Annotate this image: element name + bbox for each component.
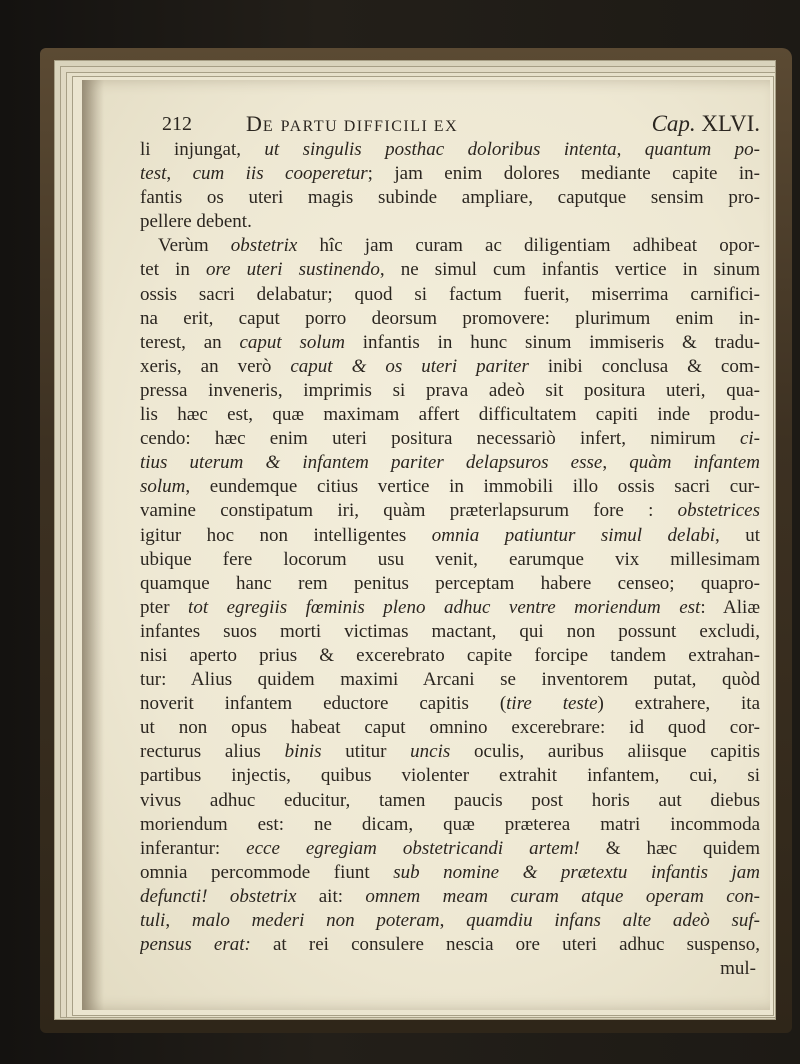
text-span: inferantur: [140,837,247,859]
text-line [140,957,760,981]
text-line [140,692,760,716]
text-line [140,331,760,355]
text-span: ut non opus habeat caput omnino excerebrare: id quod cor- [140,717,760,739]
text-line [140,475,760,499]
text-span: , ne simul cum infantis vertice in sinum [379,259,760,281]
text-line [140,813,760,837]
text-span: ait: [296,885,366,907]
text-line [140,162,760,186]
text-span: , eundemque citius vertice in immobili illo ossis sacri cur- [185,476,760,498]
italic-text: tuli [140,910,166,931]
italic-text: caput solum [239,331,345,353]
italic-text: caput & os uteri pariter [290,355,529,377]
text-line [140,716,760,740]
text-span: : Aliæ [700,596,760,618]
text-span: nisi aperto prius & excerebrato capite forcipe tandem extrahan- [140,644,760,666]
text-line [140,210,760,234]
text-line [140,764,760,788]
text-span: ossis sacri delabatur; quod si factum fuerit, miserrima carnifici- [140,283,760,305]
italic-text: test [140,163,167,185]
text-line [140,789,760,813]
text-span: li injungat, [140,139,265,160]
text-line [140,740,760,764]
text-span: Verùm [158,235,231,257]
text-line [140,861,760,885]
italic-text: quantum po- [644,139,760,160]
text-span: omnia percommode fiunt [140,861,394,883]
text-line [140,620,760,644]
italic-text: obstetrix [230,235,298,257]
text-span: infantes suos morti victimas mactant, qui non possunt excludi, [140,620,760,642]
page-text [140,110,760,981]
text-span: , [165,910,192,931]
text-line [140,307,760,331]
text-span: utitur [321,741,411,763]
text-line [140,909,760,933]
text-span: na erit, caput porro deorsum promovere: plurimum enim in- [140,307,760,329]
text-span: vivus adhuc educitur, tamen paucis post horis aut diebus [140,789,760,811]
text-line [140,933,760,957]
running-title: DE PARTU DIFFICILI EX [246,111,459,136]
italic-text: defuncti! obstetrix [140,885,297,907]
italic-text: ut singulis posthac doloribus intenta [264,139,617,160]
text-span: quamque hanc rem penitus perceptam habere censeo; quapro- [140,572,760,594]
text-span: partibus injectis, quibus violenter extrahit infantem, cui, si [140,765,760,787]
text-line [140,403,760,427]
text-line [140,234,760,258]
italic-text: uncis [410,741,451,763]
italic-text: malo mederi non poteram [191,910,440,931]
text-line [140,451,760,475]
text-line [140,596,760,620]
italic-text: ci- [739,428,760,450]
text-line [140,499,760,523]
text-span: & hæc quidem [579,837,760,859]
text-span: pellere debent. [140,211,252,233]
text-span: ubique fere locorum usu venit, earumque vix millesimam [140,548,760,570]
italic-text: solum [140,476,186,498]
text-span: , ut [715,524,760,546]
text-line [140,548,760,572]
text-line [140,668,760,692]
text-span: pressa inveneris, imprimis si prava adeò sit positura uteri, qua- [140,379,760,401]
text-span: , [439,910,467,931]
italic-text: sub nomine & prætextu infantis jam [393,861,760,883]
running-head [140,110,760,138]
page-number: 212 [162,113,192,135]
book-page [82,80,770,1010]
text-span: lis hæc est, quæ maximam affert difficultatem capiti inde produ- [140,404,760,426]
text-span: vamine constipatum iri, quàm præterlapsurum fore : [140,500,678,522]
text-span: hîc jam curam ac diligentiam adhibeat opor- [297,235,760,257]
italic-text: quàm infantem [629,452,760,474]
text-span: at rei consulere nescia ore uteri adhuc suspenso, [250,934,760,956]
italic-text: tius uterum & infantem pariter delapsuros esse [140,452,603,474]
text-span: xeris, an verò [140,355,291,377]
text-line [140,885,760,909]
text-line [140,138,760,162]
text-span: infantis in hunc sinum immiseris & tradu- [344,331,760,353]
text-line [140,837,760,861]
text-line [140,258,760,282]
body-text [140,138,760,981]
text-span: recturus alius [140,741,285,763]
italic-text: ecce egregiam obstetricandi artem! [246,837,580,859]
italic-text: obstetrices [677,500,760,522]
chapter-label: Cap. XLVI. [651,111,760,136]
text-span: noverit infantem eductore capitis ( [140,693,507,715]
text-span: terest, an [140,331,240,353]
text-line [140,572,760,596]
text-span: tur: Alius quidem maximi Arcani se inventorem putat, quòd [140,669,760,691]
text-span: fantis os uteri magis subinde ampliare, caputque sensim pro- [140,187,760,209]
text-span: , [602,452,630,474]
text-span: , [166,163,193,185]
italic-text: tire teste [506,693,598,715]
text-span: inibi conclusa & com- [528,355,760,377]
text-span: pter [140,596,189,618]
text-span: oculis, auribus aliisque capitis [450,741,760,763]
gutter-shadow [82,80,104,1010]
text-line [140,355,760,379]
text-span: mul- [720,958,756,980]
text-span: ) extrahere, ita [597,693,760,715]
text-span: moriendum est: ne dicam, quæ præterea matri incommoda [140,813,760,835]
text-line [140,644,760,668]
italic-text: pensus erat: [140,934,251,956]
text-line [140,427,760,451]
text-line [140,379,760,403]
text-span: , [616,139,645,160]
italic-text: cum iis cooperetur [192,163,368,185]
italic-text: tot egregiis fœminis pleno adhuc ventre moriendum est [188,596,701,618]
italic-text: ore uteri sustinendo [205,259,380,281]
italic-text: omnem meam curam atque operam con- [365,885,760,907]
text-span: ; jam enim dolores mediante capite in- [367,163,760,185]
text-line [140,186,760,210]
italic-text: binis [284,741,322,763]
text-span: igitur hoc non intelligentes [140,524,432,546]
italic-text: omnia patiuntur simul delabi [431,524,716,546]
text-span: cendo: hæc enim uteri positura necessariò infert, nimirum [140,428,740,450]
text-span: tet in [140,259,206,281]
text-line [140,283,760,307]
text-line [140,524,760,548]
italic-text: quamdiu infans alte adeò suf- [466,910,760,931]
